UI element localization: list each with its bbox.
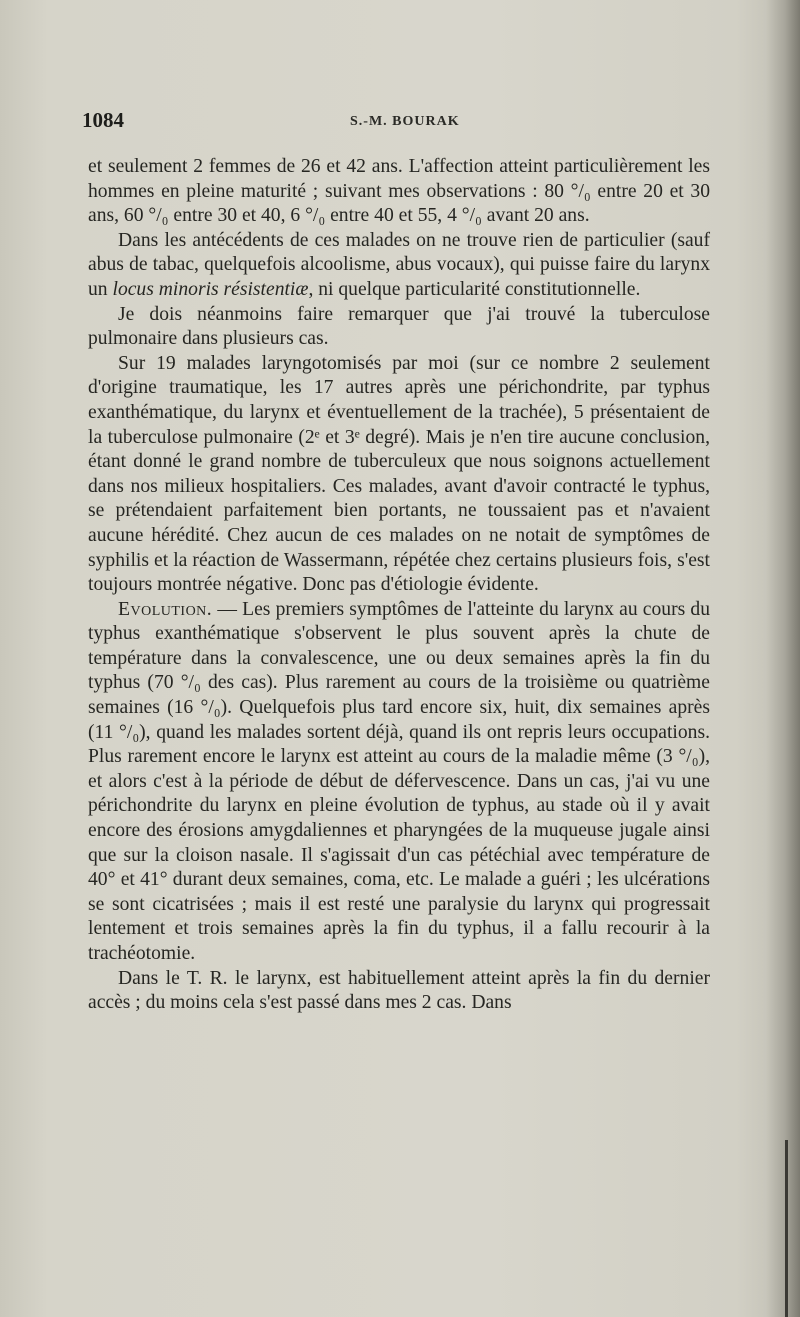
paragraph-5 (88, 598, 710, 967)
page-edge-line (785, 1140, 788, 1317)
paragraph-5-text: — Les premiers symptômes de l'atteinte du larynx au cours du typhus exanthématique s'observent le plus souvent après la chute de température dans la convalescence, une ou deux semaines après la fin du typhus (70 °/₀ des cas). Plus rarement au cours de la troisième ou quatrième semaines (16 °/₀). Quelquefois plus tard encore six, huit, dix semaines après (11 °/₀), quand les malades sortent déjà, quand ils ont repris leurs occupations. Plus rarement encore le larynx est atteint au cours de la maladie même (3 °/₀), et alors c'est à la période de début de défervescence. Dans un cas, j'ai vu une périchondrite du larynx en pleine évolution de typhus, au stade où il y avait encore des érosions amygdaliennes et pharyngées de la muqueuse jugale ainsi que sur la cloison nasale. Il s'agissait d'un cas pétéchial avec température de 40° et 41° durant deux semaines, coma, etc. Le malade a guéri ; les ulcérations se sont cicatrisées ; mais il est resté une paralysie du larynx qui progressait lentement et trois semaines après la fin du typhus, il a fallu recourir à la trachéotomie. (88, 598, 710, 964)
paragraph-2-text-a: Dans les antécédents de ces malades on ne trouve rien de particulier (sauf abus de tabac, quelquefois alcoolisme, abus vocaux), qui puisse faire du larynx un (88, 229, 710, 300)
paragraph-2 (88, 229, 710, 303)
paragraph-1: et seulement 2 femmes de 26 et 42 ans. L'affection atteint particulièrement les hommes en pleine maturité ; suivant mes observations : 80 °/₀ entre 20 et 30 ans, 60 °/₀ entre 30 et 40, 6 °/₀ entre 40 et 55, 4 °/₀ avant 20 ans. (88, 156, 710, 227)
body-text (88, 155, 710, 1016)
page-header (82, 108, 712, 138)
paragraph-2-text-b: , ni quelque particularité constitutionnelle. (308, 278, 641, 300)
paragraph-6: Dans le T. R. le larynx, est habituellement atteint après la fin du dernier accès ; du moins cela s'est passé dans mes 2 cas. Dans (88, 967, 710, 1014)
paragraph-3: Je dois néanmoins faire remarquer que j'ai trouvé la tuberculose pulmonaire dans plusieurs cas. (88, 303, 710, 350)
running-head: S.-M. BOURAK (350, 114, 460, 129)
page-number: 1084 (82, 108, 124, 132)
section-lead-evolution: Evolution. (118, 598, 213, 620)
page-edge-shadow (766, 0, 800, 1317)
paragraph-4: Sur 19 malades laryngotomisés par moi (sur ce nombre 2 seulement d'origine traumatique, les 17 autres après une périchondrite, par typhus exanthématique, du larynx et éventuellement de la trachée), 5 présentaient de la tuberculose pulmonaire (2ᵉ et 3ᵉ degré). Mais je n'en tire aucune conclusion, étant donné le grand nombre de tuberculeux que nous soignons actuellement dans nos milieux hospitaliers. Ces malades, avant d'avoir contracté le typhus, se prétendaient parfaitement bien portants, ne toussaient pas et n'avaient aucune hérédité. Chez aucun de ces malades on ne notait de symptômes de syphilis et la réaction de Wassermann, répétée chez certains plusieurs fois, s'est toujours montrée négative. Donc pas d'étiologie évidente. (88, 352, 710, 596)
paragraph-2-latin-term: locus minoris résistentiæ (112, 278, 309, 300)
